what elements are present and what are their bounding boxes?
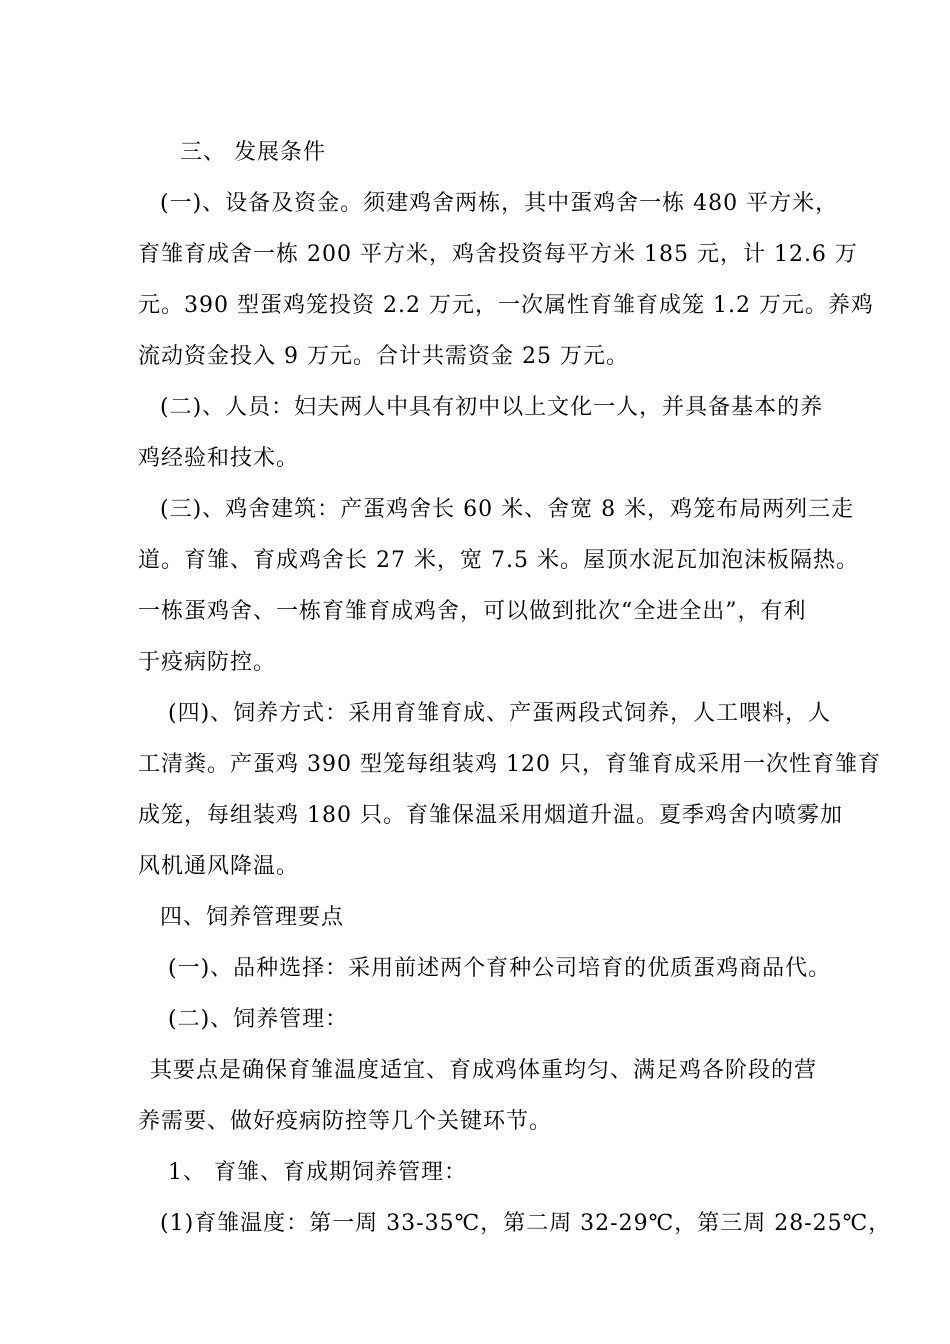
section-heading-4: 四、饲养管理要点 [160,905,345,930]
paragraph-line: 风机通风降温。 [138,854,300,879]
paragraph-line: (1)育雏温度：第一周 33-35℃，第二周 32-29℃，第三周 28-25℃， [160,1211,892,1236]
paragraph-line: 流动资金投入 9 万元。合计共需资金 25 万元。 [138,344,629,369]
paragraph-line: 育雏育成舍一栋 200 平方米，鸡舍投资每平方米 185 元，计 12.6 万 [138,242,858,267]
paragraph-line: (一)、设备及资金。须建鸡舍两栋，其中蛋鸡舍一栋 480 平方米， [160,191,839,216]
paragraph-line: (三)、鸡舍建筑：产蛋鸡舍长 60 米、舍宽 8 米，鸡笼布局两列三走 [160,497,855,522]
paragraph-line: 其要点是确保育雏温度适宜、育成鸡体重均匀、满足鸡各阶段的营 [150,1058,818,1083]
subsection-heading: 1、 育雏、育成期饲养管理： [168,1160,467,1185]
paragraph-line: (二)、人员：妇夫两人中具有初中以上文化一人，并具备基本的养 [160,395,824,420]
section-heading-3: 三、 发展条件 [180,140,326,165]
paragraph-line: 道。育雏、育成鸡舍长 27 米，宽 7.5 米。屋顶水泥瓦加泡沫板隔热。 [138,548,859,573]
paragraph-line: 养需要、做好疫病防控等几个关键环节。 [138,1109,553,1134]
paragraph-line: 于疫病防控。 [138,650,277,675]
paragraph-line: (二)、饲养管理： [168,1007,349,1032]
paragraph-line: 工清粪。产蛋鸡 390 型笼每组装鸡 120 只，育雏育成采用一次性育雏育 [138,752,881,777]
paragraph-line: (四)、饲养方式：采用育雏育成、产蛋两段式饲养，人工喂料，人 [168,701,832,726]
paragraph-line: 成笼，每组装鸡 180 只。育雏保温采用烟道升温。夏季鸡舍内喷雾加 [138,803,843,828]
paragraph-line: (一)、品种选择：采用前述两个育种公司培育的优质蛋鸡商品代。 [168,956,832,981]
paragraph-line: 鸡经验和技术。 [138,446,300,471]
paragraph-line: 元。390 型蛋鸡笼投资 2.2 万元，一次属性育雏育成笼 1.2 万元。养鸡 [138,293,874,318]
paragraph-line: 一栋蛋鸡舍、一栋育雏育成鸡舍，可以做到批次“全进全出”，有利 [138,599,807,624]
